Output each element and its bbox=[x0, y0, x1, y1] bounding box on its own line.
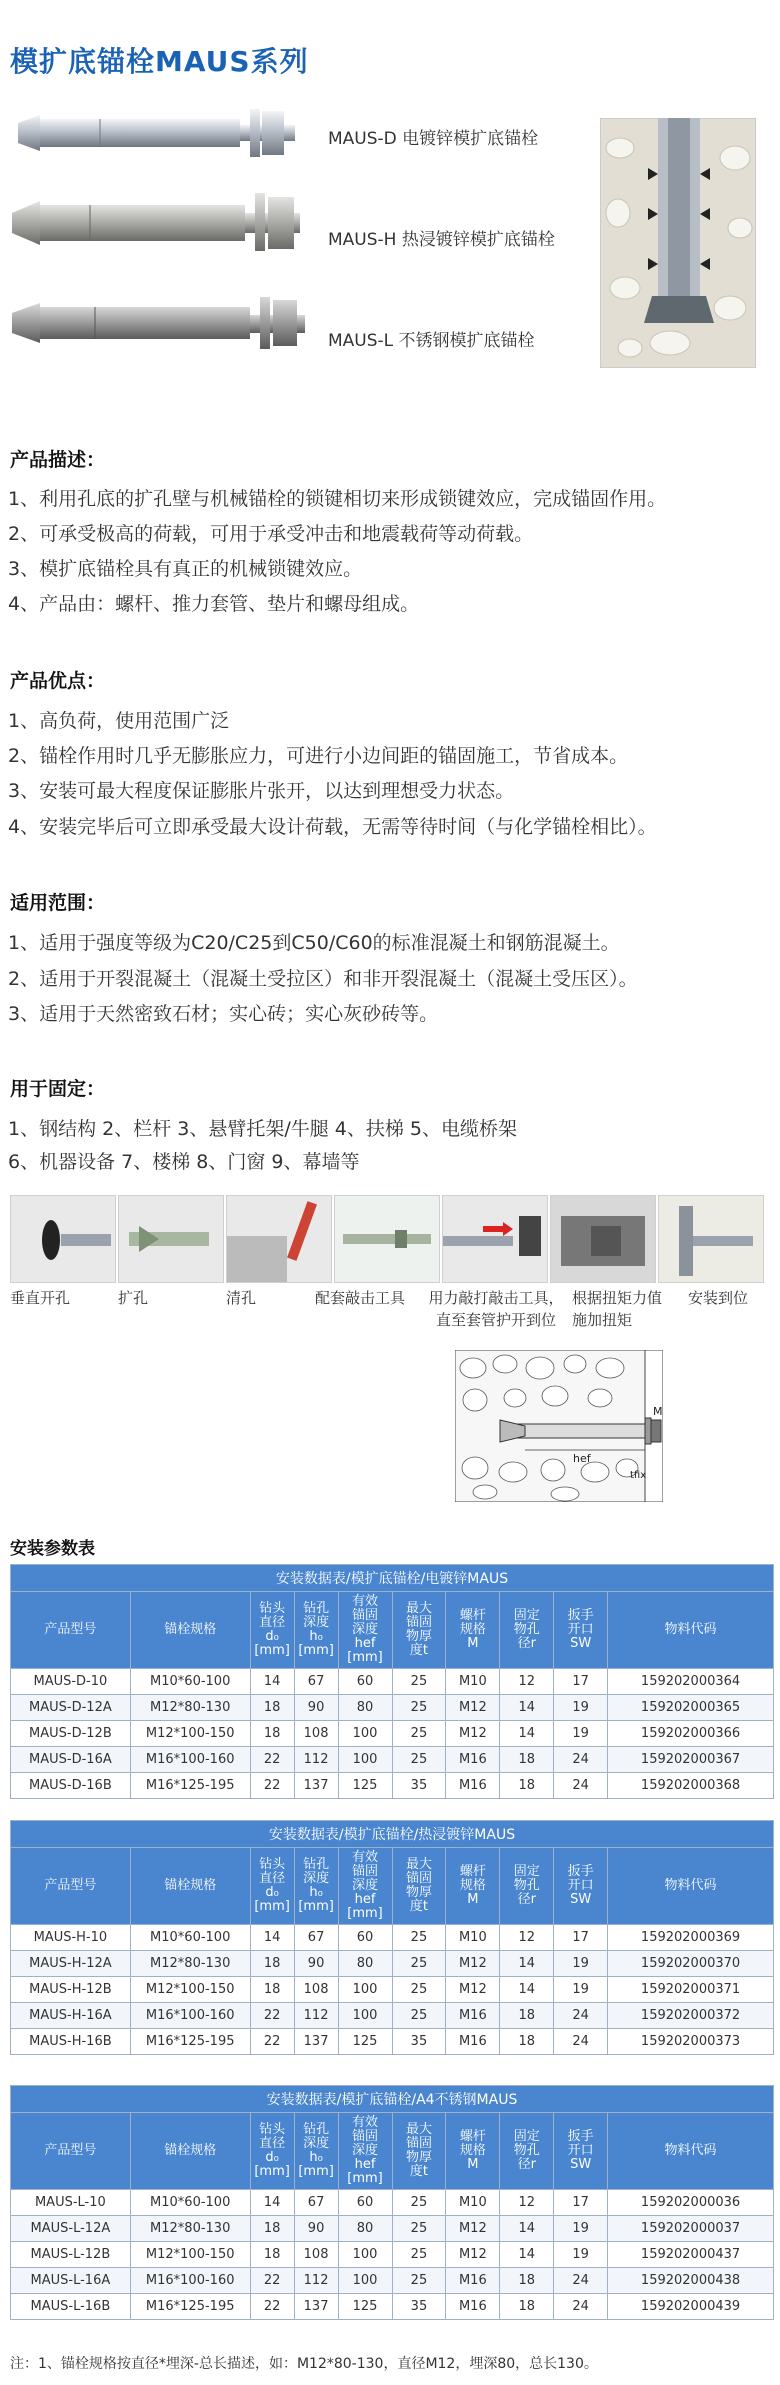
table-cell: 159202000037 bbox=[608, 2216, 774, 2242]
table-cell: M10 bbox=[446, 1925, 500, 1951]
table-cell: 24 bbox=[554, 2268, 608, 2294]
table-cell: 125 bbox=[338, 2029, 392, 2055]
column-header-model: 产品型号 bbox=[11, 1848, 131, 1925]
fixing-line: 1、钢结构 2、栏杆 3、悬臂托架/牛腿 4、扶梯 5、电缆桥架 bbox=[8, 1118, 518, 1140]
table-cell: M10 bbox=[446, 2190, 500, 2216]
table-cell: 25 bbox=[392, 1669, 446, 1695]
table-cell: M12*100-150 bbox=[130, 1977, 250, 2003]
table-cell: 80 bbox=[338, 1951, 392, 1977]
table-row bbox=[11, 2029, 774, 2055]
table-cell: 159202000366 bbox=[608, 1721, 774, 1747]
table-cell: 19 bbox=[554, 1977, 608, 2003]
table-cell: 14 bbox=[500, 1977, 554, 2003]
table-cell: 159202000371 bbox=[608, 1977, 774, 2003]
table-cell: 60 bbox=[338, 2190, 392, 2216]
column-header-m: 螺杆 规格 M bbox=[446, 2113, 500, 2190]
table-cell: M16*125-195 bbox=[130, 2029, 250, 2055]
table-cell: M16 bbox=[446, 2029, 500, 2055]
table-cell: 14 bbox=[500, 2216, 554, 2242]
table-cell: 19 bbox=[554, 2242, 608, 2268]
step-torque-image bbox=[550, 1195, 656, 1283]
table-cell: 159202000372 bbox=[608, 2003, 774, 2029]
table-cell: M12*100-150 bbox=[130, 2242, 250, 2268]
table-cell: 159202000370 bbox=[608, 1951, 774, 1977]
table-cell: 17 bbox=[554, 1669, 608, 1695]
table-cell: MAUS-D-16A bbox=[11, 1747, 131, 1773]
step-ream-image bbox=[118, 1195, 224, 1283]
diagram-m-label: M bbox=[653, 1405, 663, 1418]
table-cell: 25 bbox=[392, 1695, 446, 1721]
table-cell: 25 bbox=[392, 1721, 446, 1747]
table-cell: 14 bbox=[500, 1721, 554, 1747]
table-cell: 108 bbox=[294, 1977, 338, 2003]
table-cell: M12 bbox=[446, 1977, 500, 2003]
table-cell: 90 bbox=[294, 2216, 338, 2242]
table-cell: M10 bbox=[446, 1669, 500, 1695]
spec-table-l bbox=[10, 2085, 774, 2320]
table-cell: 159202000439 bbox=[608, 2294, 774, 2320]
product-label-d: MAUS-D 电镀锌模扩底锚栓 bbox=[328, 129, 539, 149]
advantages-line: 1、高负荷，使用范围广泛 bbox=[8, 710, 230, 732]
table-cell: 137 bbox=[294, 2029, 338, 2055]
product-label-l: MAUS-L 不锈钢模扩底锚栓 bbox=[328, 331, 535, 351]
table-cell: MAUS-D-12B bbox=[11, 1721, 131, 1747]
diagram-hef-label: hef bbox=[573, 1452, 591, 1465]
column-header-h0: 钻孔 深度 h₀ [mm] bbox=[294, 1848, 338, 1925]
table-cell: 159202000438 bbox=[608, 2268, 774, 2294]
scope-line: 2、适用于开裂混凝土（混凝土受拉区）和非开裂混凝土（混凝土受压区）。 bbox=[8, 968, 638, 990]
table-cell: 35 bbox=[392, 2294, 446, 2320]
column-header-d0: 钻头 直径 d₀ [mm] bbox=[250, 1592, 294, 1669]
bolt-h-icon bbox=[12, 193, 300, 251]
table-cell: 22 bbox=[250, 2268, 294, 2294]
table-cell: M16*125-195 bbox=[130, 1773, 250, 1799]
step-caption: 垂直开孔 bbox=[10, 1289, 71, 1307]
table-cell: 137 bbox=[294, 1773, 338, 1799]
page-title: 模扩底锚栓MAUS系列 bbox=[10, 45, 309, 78]
table-cell: 159202000437 bbox=[608, 2242, 774, 2268]
table-cell: M16*125-195 bbox=[130, 2294, 250, 2320]
table-cell: M12*80-130 bbox=[130, 1695, 250, 1721]
column-header-sw: 扳手 开口 SW bbox=[554, 1592, 608, 1669]
table-cell: M16*100-160 bbox=[130, 2268, 250, 2294]
table-cell: 18 bbox=[500, 2294, 554, 2320]
step-caption: 扩孔 bbox=[118, 1289, 149, 1307]
column-header-r: 固定 物孔 径r bbox=[500, 2113, 554, 2190]
table-cell: 18 bbox=[500, 1747, 554, 1773]
table-cell: 25 bbox=[392, 1977, 446, 2003]
table-cell: MAUS-H-16A bbox=[11, 2003, 131, 2029]
table-cell: M12 bbox=[446, 2242, 500, 2268]
column-header-m: 螺杆 规格 M bbox=[446, 1848, 500, 1925]
step-caption: 清孔 bbox=[226, 1289, 257, 1307]
table-cell: 25 bbox=[392, 1925, 446, 1951]
column-header-t: 最大 锚固 物厚 度t bbox=[392, 1592, 446, 1669]
step-caption: 根据扭矩力值 施加扭矩 bbox=[572, 1289, 663, 1329]
table-cell: 17 bbox=[554, 1925, 608, 1951]
table-cell: 12 bbox=[500, 1669, 554, 1695]
column-header-t: 最大 锚固 物厚 度t bbox=[392, 2113, 446, 2190]
table-caption: 安装数据表/模扩底锚栓/热浸镀锌MAUS bbox=[11, 1821, 774, 1848]
table-row bbox=[11, 2190, 774, 2216]
table-cell: M12 bbox=[446, 1721, 500, 1747]
table-cell: 125 bbox=[338, 1773, 392, 1799]
table-row bbox=[11, 1773, 774, 1799]
description-line: 4、产品由：螺杆、推力套管、垫片和螺母组成。 bbox=[8, 593, 420, 615]
table-cell: 100 bbox=[338, 2242, 392, 2268]
table-cell: 25 bbox=[392, 2003, 446, 2029]
table-cell: 12 bbox=[500, 2190, 554, 2216]
table-cell: MAUS-H-16B bbox=[11, 2029, 131, 2055]
table-cell: 108 bbox=[294, 2242, 338, 2268]
step-caption: 安装到位 bbox=[688, 1289, 749, 1307]
column-header-t: 最大 锚固 物厚 度t bbox=[392, 1848, 446, 1925]
table-row bbox=[11, 1747, 774, 1773]
params-heading: 安装参数表 bbox=[10, 1539, 95, 1559]
table-cell: 112 bbox=[294, 2268, 338, 2294]
anchor-dimension-diagram bbox=[455, 1350, 663, 1502]
column-header-spec: 锚栓规格 bbox=[130, 2113, 250, 2190]
table-cell: 18 bbox=[250, 1695, 294, 1721]
table-row bbox=[11, 2268, 774, 2294]
table-cell: 100 bbox=[338, 1721, 392, 1747]
step-clean-image bbox=[226, 1195, 332, 1283]
column-header-r: 固定 物孔 径r bbox=[500, 1848, 554, 1925]
description-heading: 产品描述： bbox=[10, 449, 106, 471]
column-header-code: 物料代码 bbox=[608, 1592, 774, 1669]
table-cell: 22 bbox=[250, 1773, 294, 1799]
table-cell: 24 bbox=[554, 1747, 608, 1773]
table-cell: 108 bbox=[294, 1721, 338, 1747]
table-cell: 90 bbox=[294, 1695, 338, 1721]
table-cell: 35 bbox=[392, 2029, 446, 2055]
column-header-hef: 有效 锚固 深度 hef [mm] bbox=[338, 1592, 392, 1669]
column-header-sw: 扳手 开口 SW bbox=[554, 2113, 608, 2190]
table-cell: 25 bbox=[392, 2268, 446, 2294]
table-cell: 12 bbox=[500, 1925, 554, 1951]
table-row bbox=[11, 1977, 774, 2003]
table-cell: 67 bbox=[294, 2190, 338, 2216]
spec-table-d bbox=[10, 1564, 774, 1799]
table-cell: M16*100-160 bbox=[130, 1747, 250, 1773]
table-cell: 112 bbox=[294, 2003, 338, 2029]
column-header-spec: 锚栓规格 bbox=[130, 1592, 250, 1669]
table-cell: 25 bbox=[392, 2190, 446, 2216]
step-hammer-image bbox=[442, 1195, 548, 1283]
table-cell: M10*60-100 bbox=[130, 1925, 250, 1951]
scope-line: 3、适用于天然密致石材；实心砖；实心灰砂砖等。 bbox=[8, 1003, 439, 1025]
table-cell: M10*60-100 bbox=[130, 2190, 250, 2216]
table-cell: 159202000036 bbox=[608, 2190, 774, 2216]
table-cell: M12 bbox=[446, 1695, 500, 1721]
table-cell: M12*80-130 bbox=[130, 2216, 250, 2242]
bolt-d-icon bbox=[18, 109, 295, 157]
table-cell: 80 bbox=[338, 2216, 392, 2242]
diagram-tfix-label: tfix bbox=[630, 1470, 647, 1481]
table-cell: 25 bbox=[392, 1747, 446, 1773]
column-header-sw: 扳手 开口 SW bbox=[554, 1848, 608, 1925]
table-cell: 67 bbox=[294, 1925, 338, 1951]
table-cell: 159202000373 bbox=[608, 2029, 774, 2055]
table-cell: 25 bbox=[392, 1951, 446, 1977]
column-header-spec: 锚栓规格 bbox=[130, 1848, 250, 1925]
table-cell: M10*60-100 bbox=[130, 1669, 250, 1695]
column-header-model: 产品型号 bbox=[11, 1592, 131, 1669]
table-row bbox=[11, 1951, 774, 1977]
table-row bbox=[11, 1695, 774, 1721]
fixing-line: 6、机器设备 7、楼梯 8、门窗 9、幕墙等 bbox=[8, 1151, 360, 1173]
table-cell: 25 bbox=[392, 2216, 446, 2242]
table-cell: 18 bbox=[250, 2216, 294, 2242]
table-cell: MAUS-L-10 bbox=[11, 2190, 131, 2216]
table-cell: 159202000368 bbox=[608, 1773, 774, 1799]
step-caption: 配套敲击工具 bbox=[314, 1289, 405, 1307]
table-cell: 159202000364 bbox=[608, 1669, 774, 1695]
table-cell: M12 bbox=[446, 2216, 500, 2242]
column-header-h0: 钻孔 深度 h₀ [mm] bbox=[294, 1592, 338, 1669]
table-cell: 90 bbox=[294, 1951, 338, 1977]
bolt-l-icon bbox=[12, 297, 305, 349]
table-cell: 159202000369 bbox=[608, 1925, 774, 1951]
description-line: 3、模扩底锚栓具有真正的机械锁键效应。 bbox=[8, 558, 363, 580]
product-label-h: MAUS-H 热浸镀锌模扩底锚栓 bbox=[328, 230, 555, 250]
table-cell: M16 bbox=[446, 2003, 500, 2029]
product-bolts-illustration bbox=[0, 105, 320, 355]
table-cell: 14 bbox=[250, 1925, 294, 1951]
table-cell: M12*100-150 bbox=[130, 1721, 250, 1747]
table-cell: 100 bbox=[338, 2268, 392, 2294]
table-cell: 67 bbox=[294, 1669, 338, 1695]
table-cell: 17 bbox=[554, 2190, 608, 2216]
table-cell: 22 bbox=[250, 2294, 294, 2320]
table-cell: MAUS-H-12B bbox=[11, 1977, 131, 2003]
table-cell: 22 bbox=[250, 1747, 294, 1773]
table-cell: 19 bbox=[554, 1951, 608, 1977]
scope-line: 1、适用于强度等级为C20/C25到C50/C60的标准混凝土和钢筋混凝土。 bbox=[8, 932, 620, 954]
table-cell: 18 bbox=[250, 1721, 294, 1747]
advantages-heading: 产品优点： bbox=[10, 670, 106, 692]
column-header-r: 固定 物孔 径r bbox=[500, 1592, 554, 1669]
table-cell: MAUS-L-12A bbox=[11, 2216, 131, 2242]
table-cell: 19 bbox=[554, 2216, 608, 2242]
table-row bbox=[11, 2003, 774, 2029]
column-header-code: 物料代码 bbox=[608, 2113, 774, 2190]
table-cell: MAUS-D-10 bbox=[11, 1669, 131, 1695]
table-cell: 60 bbox=[338, 1669, 392, 1695]
table-cell: 14 bbox=[500, 2242, 554, 2268]
table-cell: MAUS-L-12B bbox=[11, 2242, 131, 2268]
table-caption: 安装数据表/模扩底锚栓/电镀锌MAUS bbox=[11, 1565, 774, 1592]
table-cell: 100 bbox=[338, 1977, 392, 2003]
table-row bbox=[11, 1721, 774, 1747]
description-line: 1、利用孔底的扩孔壁与机械锚栓的锁键相切来形成锁键效应，完成锚固作用。 bbox=[8, 488, 667, 510]
table-cell: 25 bbox=[392, 2242, 446, 2268]
table-cell: 19 bbox=[554, 1695, 608, 1721]
column-header-model: 产品型号 bbox=[11, 2113, 131, 2190]
step-drill-image bbox=[10, 1195, 116, 1283]
description-line: 2、可承受极高的荷载，可用于承受冲击和地震载荷等动荷载。 bbox=[8, 523, 534, 545]
column-header-hef: 有效 锚固 深度 hef [mm] bbox=[338, 1848, 392, 1925]
table-cell: 18 bbox=[500, 1773, 554, 1799]
table-cell: 18 bbox=[500, 2029, 554, 2055]
table-cell: 125 bbox=[338, 2294, 392, 2320]
table-cell: 14 bbox=[500, 1695, 554, 1721]
advantages-line: 3、安装可最大程度保证膨胀片张开，以达到理想受力状态。 bbox=[8, 780, 515, 802]
table-cell: M16 bbox=[446, 1773, 500, 1799]
table-cell: 60 bbox=[338, 1925, 392, 1951]
table-caption: 安装数据表/模扩底锚栓/A4不锈钢MAUS bbox=[11, 2086, 774, 2113]
column-header-code: 物料代码 bbox=[608, 1848, 774, 1925]
table-cell: 24 bbox=[554, 2003, 608, 2029]
table-cell: 18 bbox=[250, 2242, 294, 2268]
table-cell: 112 bbox=[294, 1747, 338, 1773]
table-row bbox=[11, 1669, 774, 1695]
table-row bbox=[11, 1925, 774, 1951]
table-cell: 159202000367 bbox=[608, 1747, 774, 1773]
table-cell: 22 bbox=[250, 2003, 294, 2029]
table-cell: 18 bbox=[500, 2268, 554, 2294]
table-cell: MAUS-D-12A bbox=[11, 1695, 131, 1721]
table-cell: M12*80-130 bbox=[130, 1951, 250, 1977]
table-cell: 22 bbox=[250, 2029, 294, 2055]
table-row bbox=[11, 2294, 774, 2320]
table-cell: 24 bbox=[554, 2294, 608, 2320]
table-cell: 100 bbox=[338, 2003, 392, 2029]
table-cell: M16 bbox=[446, 1747, 500, 1773]
table-cell: 159202000365 bbox=[608, 1695, 774, 1721]
scope-heading: 适用范围： bbox=[10, 892, 106, 914]
table-cell: MAUS-L-16B bbox=[11, 2294, 131, 2320]
step-caption: 用力敲打敲击工具， 直至套管护开到位 bbox=[428, 1289, 564, 1329]
step-tool-image bbox=[334, 1195, 440, 1283]
advantages-line: 2、锚栓作用时几乎无膨胀应力，可进行小边间距的锚固施工，节省成本。 bbox=[8, 745, 629, 767]
table-cell: 18 bbox=[500, 2003, 554, 2029]
table-cell: 35 bbox=[392, 1773, 446, 1799]
table-cell: 18 bbox=[250, 1977, 294, 2003]
table-cell: 19 bbox=[554, 1721, 608, 1747]
column-header-d0: 钻头 直径 d₀ [mm] bbox=[250, 2113, 294, 2190]
column-header-d0: 钻头 直径 d₀ [mm] bbox=[250, 1848, 294, 1925]
table-cell: M16 bbox=[446, 2268, 500, 2294]
table-cell: M16 bbox=[446, 2294, 500, 2320]
column-header-hef: 有效 锚固 深度 hef [mm] bbox=[338, 2113, 392, 2190]
table-row bbox=[11, 2242, 774, 2268]
table-cell: 14 bbox=[250, 2190, 294, 2216]
table-cell: MAUS-H-10 bbox=[11, 1925, 131, 1951]
table-row bbox=[11, 2216, 774, 2242]
column-header-m: 螺杆 规格 M bbox=[446, 1592, 500, 1669]
table-cell: 14 bbox=[500, 1951, 554, 1977]
table-cell: 80 bbox=[338, 1695, 392, 1721]
table-cell: 24 bbox=[554, 1773, 608, 1799]
table-cell: 100 bbox=[338, 1747, 392, 1773]
table-cell: MAUS-L-16A bbox=[11, 2268, 131, 2294]
table-cell: 24 bbox=[554, 2029, 608, 2055]
advantages-line: 4、安装完毕后可立即承受最大设计荷载，无需等待时间（与化学锚栓相比）。 bbox=[8, 816, 657, 838]
table-cell: 137 bbox=[294, 2294, 338, 2320]
step-done-image bbox=[658, 1195, 764, 1283]
fixing-heading: 用于固定： bbox=[10, 1078, 106, 1100]
column-header-h0: 钻孔 深度 h₀ [mm] bbox=[294, 2113, 338, 2190]
concrete-section-illustration bbox=[600, 118, 756, 368]
footnote: 注：1、锚栓规格按直径*埋深-总长描述，如：M12*80-130，直径M12，埋深80，总长130。 bbox=[10, 2356, 598, 2372]
table-cell: M16*100-160 bbox=[130, 2003, 250, 2029]
table-cell: 14 bbox=[250, 1669, 294, 1695]
table-cell: 18 bbox=[250, 1951, 294, 1977]
table-cell: MAUS-D-16B bbox=[11, 1773, 131, 1799]
spec-table-h bbox=[10, 1820, 774, 2055]
table-cell: MAUS-H-12A bbox=[11, 1951, 131, 1977]
table-cell: M12 bbox=[446, 1951, 500, 1977]
